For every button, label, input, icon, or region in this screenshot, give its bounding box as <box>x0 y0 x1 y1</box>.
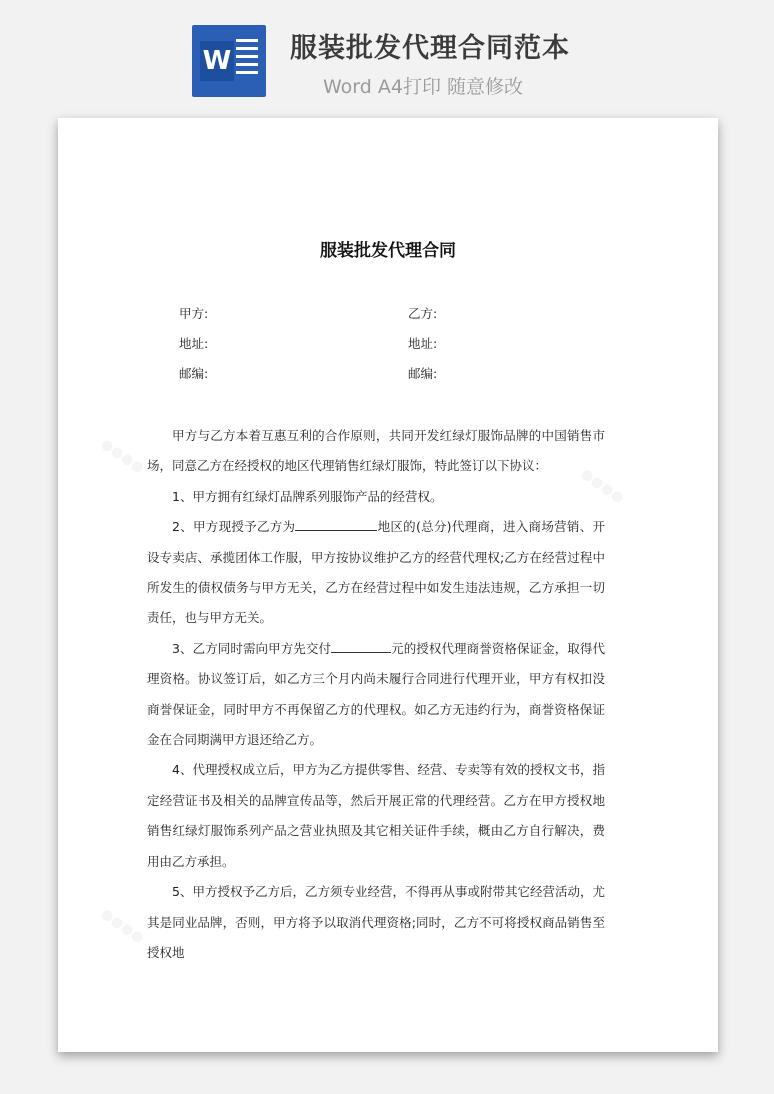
watermark <box>98 905 147 946</box>
watermark <box>98 435 147 476</box>
clause-3-start: 3、乙方同时需向甲方先交付 <box>172 640 332 656</box>
region-blank[interactable] <box>295 516 377 531</box>
intro-paragraph: 甲方与乙方本着互惠互利的合作原则，共同开发红绿灯服饰品牌的中国销售市场，同意乙方在经授权的地区代理销售红绿灯服饰，特此签订以下协议： <box>147 428 605 474</box>
document-title: 服装批发代理合同 <box>320 241 456 261</box>
contract-body <box>147 421 605 968</box>
postcode-b-label: 邮编: <box>408 366 438 381</box>
clause-2 <box>147 512 605 634</box>
address-a-label: 地址: <box>179 336 209 351</box>
word-icon <box>192 25 266 97</box>
postcode-a-label: 邮编: <box>179 366 209 381</box>
clause-2-rest: 地区的(总分)代理商，进入商场营销、开设专卖店、承揽团体工作服，甲方按协议维护乙方的经营代理权;乙方在经营过程中所发生的债权债务与甲方无关，乙方在经营过程中如发生违法违规，乙方承担一切责任，也与甲方无关。 <box>147 519 605 626</box>
party-a-label: 甲方: <box>179 306 209 321</box>
clause-5: 5、甲方授权予乙方后，乙方须专业经营，不得再从事或附带其它经营活动，尤其是同业品牌，否则，甲方将予以取消代理资格;同时，乙方不可将授权商品销售至授权地 <box>147 884 605 960</box>
party-b-label: 乙方: <box>408 306 438 321</box>
document-page <box>58 118 718 1052</box>
clause-1: 1、甲方拥有红绿灯品牌系列服饰产品的经营权。 <box>172 488 443 504</box>
header-subtitle: Word A4打印 随意修改 <box>323 76 524 98</box>
clause-2-start: 2、甲方现授予乙方为 <box>172 519 296 535</box>
clause-3 <box>147 634 605 756</box>
page-header <box>0 0 774 118</box>
word-icon-lines <box>236 39 258 79</box>
address-b-label: 地址: <box>408 336 438 351</box>
clause-3-rest: 元的授权代理商誉资格保证金，取得代理资格。协议签订后，如乙方三个月内尚未履行合同进行代理开业，甲方有权扣没商誉保证金，同时甲方不再保留乙方的代理权。如乙方无违约行为，商誉资格保证金在合同期满甲方退还给乙方。 <box>147 640 605 748</box>
deposit-blank[interactable] <box>331 638 391 653</box>
header-title: 服装批发代理合同范本 <box>290 33 570 64</box>
clause-4: 4、代理授权成立后，甲方为乙方提供零售、经营、专卖等有效的授权文书，指定经营证书及相关的品牌宣传品等，然后开展正常的代理经营。乙方在甲方授权地销售红绿灯服饰系列产品之营业执照及其它相关证件手续，概由乙方自行解决，费用由乙方承担。 <box>147 762 605 869</box>
word-icon-letter: W <box>200 41 234 81</box>
